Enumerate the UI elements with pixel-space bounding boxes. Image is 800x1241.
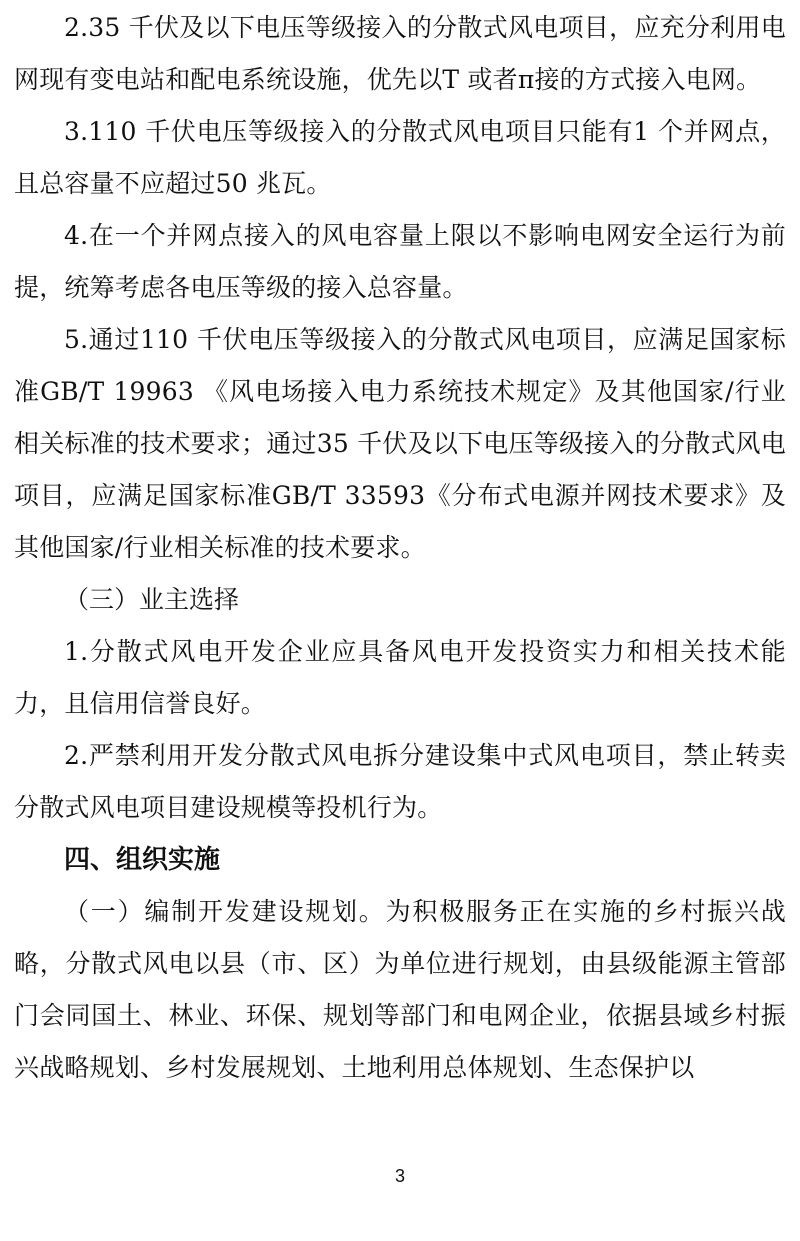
paragraph-capacity-limit: 4.在一个并网点接入的风电容量上限以不影响电网安全运行为前提，统筹考虑各电压等级的接入总容量。 — [14, 221, 786, 302]
paragraph-development-planning — [14, 886, 786, 1094]
subheading-owner-selection: （三）业主选择 — [64, 585, 240, 614]
page-number: 3 — [394, 1166, 405, 1186]
paragraph-body-text: 为积极服务正在实施的乡村振兴战略，分散式风电以县（市、区）为单位进行规划，由县级能源主管部门会同国土、林业、环保、规划等部门和电网企业，依据县域乡村振兴战略规划、乡村发展规划、土地利用总体规划、生态保护以 — [14, 897, 786, 1082]
paragraph-developer-qualification: 1.分散式风电开发企业应具备风电开发投资实力和相关技术能力，且信用信誉良好。 — [14, 637, 786, 718]
paragraph-grid-connection-110kv: 3.110 千伏电压等级接入的分散式风电项目只能有1 个并网点，且总容量不应超过50 兆瓦。 — [14, 117, 786, 198]
section-heading-implementation: 四、组织实施 — [64, 845, 221, 875]
document-body — [14, 2, 786, 1094]
paragraph-speculation-ban: 2.严禁利用开发分散式风电拆分建设集中式风电项目，禁止转卖分散式风电项目建设规模等投机行为。 — [14, 741, 786, 822]
paragraph-grid-connection-35kv: 2.35 千伏及以下电压等级接入的分散式风电项目，应充分利用电网现有变电站和配电系统设施，优先以T 或者π接的方式接入电网。 — [14, 13, 786, 94]
paragraph-technical-standards: 5.通过110 千伏电压等级接入的分散式风电项目，应满足国家标准GB/T 19963 《风电场接入电力系统技术规定》及其他国家/行业相关标准的技术要求；通过35 千伏及以下电压等级接入的分散式风电项目，应满足国家标准GB/T 33593《分布式电源并网技术要求》及其他国家/行业相关标准的技术要求。 — [14, 325, 786, 562]
paragraph-lead-title: （一）编制开发建设规划。 — [64, 897, 386, 926]
